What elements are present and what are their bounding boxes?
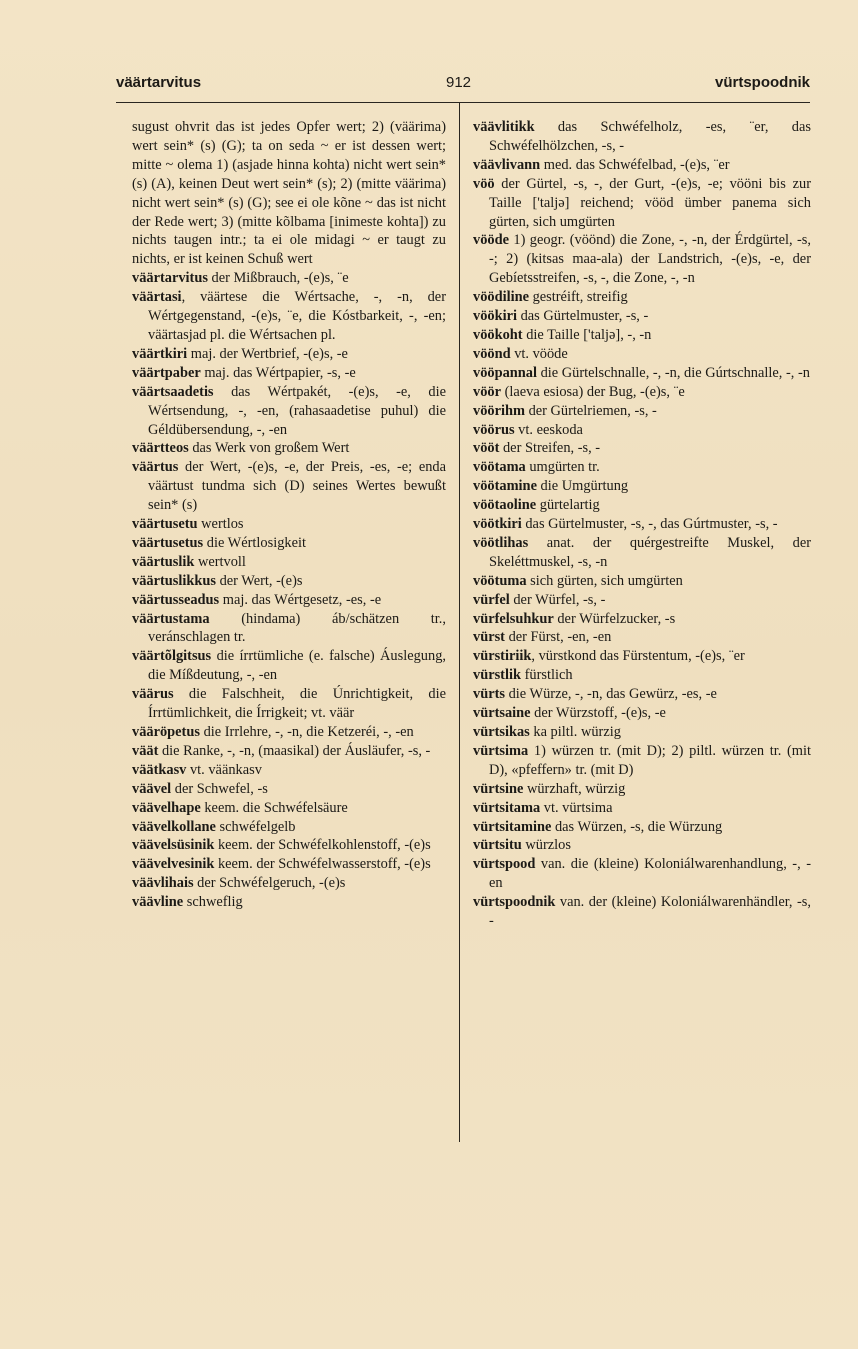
header-first-entry: väärtarvitus xyxy=(116,74,202,91)
dictionary-entry: väärtsaadetis das Wértpakét, -(e)s, -e, die Wértsendung, -, -en, (rahasaadetise puhul) die Géldübersendung, -, -en xyxy=(132,383,446,438)
dictionary-entry: vääröpetus die Irrlehre, -, -n, die Ketzeréi, -, -en xyxy=(132,724,414,740)
dictionary-entry: vöökiri das Gürtelmuster, -s, - xyxy=(473,308,649,325)
header-rule xyxy=(116,102,810,103)
dictionary-entry: väärtpaber maj. das Wértpapier, -s, -e xyxy=(132,364,356,381)
dictionary-entry: väärtustama (hindama) áb/schätzen tr., veránschlagen tr. xyxy=(132,610,446,646)
dictionary-entry: väävline schweflig xyxy=(132,894,243,911)
dictionary-entry: vöör (laeva esiosa) der Bug, -(e)s, ¨e xyxy=(473,383,685,400)
dictionary-entry: vürfelsuhkur der Würfelzucker, -s xyxy=(473,610,676,627)
page-number: 912 xyxy=(446,74,472,91)
dictionary-entry: väävlitikk das Schwéfelholz, -es, ¨er, das Schwéfelhölzchen, -s, - xyxy=(473,119,811,154)
dictionary-entry: vöötkiri das Gürtelmuster, -s, -, das Gúrtmuster, -s, - xyxy=(473,516,778,533)
dictionary-entry: vürfel der Würfel, -s, - xyxy=(473,591,606,608)
dictionary-entry: vöökoht die Taille ['taljə], -, -n xyxy=(473,326,652,343)
dictionary-entry: vöö der Gürtel, -s, -, der Gurt, -(e)s, -e; vööni bis zur Taille ['taljə] reichend; vööd ümber panema sich gürten, sich umgürten xyxy=(473,175,811,230)
right-column xyxy=(473,118,811,931)
dictionary-entry: vürtspoodnik van. der (kleine) Koloniálwarenhändler, -s, - xyxy=(473,894,811,930)
dictionary-entry: vürtsaine der Würzstoff, -(e)s, -e xyxy=(473,705,666,722)
dictionary-entry: vürtsitu würzlos xyxy=(473,837,571,854)
dictionary-entry: vürtsine würzhaft, würzig xyxy=(473,780,626,797)
dictionary-entry: väävlihais der Schwéfelgeruch, -(e)s xyxy=(132,875,346,892)
column-separator xyxy=(459,102,460,1142)
dictionary-entry: vürstiriik, vürstkond das Fürstentum, -(e)s, ¨er xyxy=(473,648,745,665)
dictionary-entry: vürtsitama vt. vürtsima xyxy=(473,799,613,816)
dictionary-entry: väät die Ranke, -, -n, (maasikal) der Áusläufer, -s, - xyxy=(132,742,431,759)
dictionary-entry: vööde 1) geogr. (vöönd) die Zone, -, -n, der Érdgürtel, -s, -; 2) (kitsas maa-ala) der Landstrich, -(e)s, -e, der Gebíetsstreifen, -s, -, die Zone, -, -n xyxy=(473,232,811,287)
dictionary-entry: väävel der Schwefel, -s xyxy=(132,780,268,797)
dictionary-entry: väärtkiri maj. der Wertbrief, -(e)s, -e xyxy=(132,345,348,362)
dictionary-entry: vöötaoline gürtelartig xyxy=(473,497,600,514)
dictionary-entry: väärtõlgitsus die írrtümliche (e. falsche) Áuslegung, die Míßdeutung, -, -en xyxy=(132,648,446,684)
dictionary-entry: vürts die Würze, -, -n, das Gewürz, -es, -e xyxy=(473,686,717,703)
dictionary-entry: vöörihm der Gürtelriemen, -s, - xyxy=(473,402,657,419)
dictionary-entry: väärtusseadus maj. das Wértgesetz, -es, -e xyxy=(132,591,382,608)
dictionary-entry: vöönd vt. vööde xyxy=(473,345,568,362)
dictionary-entry: väävelhape keem. die Schwéfelsäure xyxy=(132,799,348,816)
dictionary-entry: väävelkollane schwéfelgelb xyxy=(132,818,296,835)
dictionary-entry: väärtuslikkus der Wert, -(e)s xyxy=(132,572,303,589)
dictionary-entry: vöörus vt. eeskoda xyxy=(473,421,583,438)
dictionary-entry: vürstlik fürstlich xyxy=(473,667,573,684)
dictionary-entry: väärtarvitus der Mißbrauch, -(e)s, ¨e xyxy=(132,270,349,287)
dictionary-entry: vööpannal die Gürtelschnalle, -, -n, die Gúrtschnalle, -, -n xyxy=(473,364,810,381)
dictionary-entry: väärtteos das Werk von großem Wert xyxy=(132,440,350,457)
dictionary-entry: väävelvesinik keem. der Schwéfelwasserstoff, -(e)s xyxy=(132,856,431,873)
dictionary-entry: vürtsitamine das Würzen, -s, die Würzung xyxy=(473,818,723,835)
dictionary-entry: sugust ohvrit das ist jedes Opfer wert; 2) (väärima) wert sein* (s) (G); ta on seda ~ er ist dessen wert; mitte ~ olema 1) (asjade hinna kohta) nicht wert sein* (s) (A), keinen Deut wert sein* (s); 2) (mitte väärima) nicht wert sein* (s) (G); see ei ole kõne ~ das ist nicht der Rede wert; 3) (mitte kõlbama [inimeste kohta]) zu nichts taugen intr.; ta ei ole midagi ~ er taugt zu nichts, er ist keinen Schuß wert xyxy=(132,119,446,268)
dictionary-entry: vürtsikas ka piltl. würzig xyxy=(473,724,621,740)
dictionary-entry: väätkasv vt. väänkasv xyxy=(132,761,262,778)
dictionary-entry: vürst der Fürst, -en, -en xyxy=(473,629,612,646)
dictionary-entry: vöödiline gestréift, streifig xyxy=(473,289,628,306)
dictionary-entry: väärtusetus die Wértlosigkeit xyxy=(132,534,306,551)
dictionary-entry: väärtus der Wert, -(e)s, -e, der Preis, -es, -e; enda väärtust tundma sich (D) seines Wertes bewußt sein* (s) xyxy=(132,459,446,514)
dictionary-entry: väärtasi, väärtese die Wértsache, -, -n, der Wértgegenstand, -(e)s, ¨e, die Kóstbarkeit, -, -en; väärtasjad pl. die Wértsachen pl. xyxy=(132,289,446,343)
dictionary-entry: väärus die Falschheit, die Únrichtigkeit, die Írrtümlichkeit, die Írrigkeit; vt. väär xyxy=(132,686,446,722)
dictionary-entry: väävelsüsinik keem. der Schwéfelkohlenstoff, -(e)s xyxy=(132,837,431,854)
left-column xyxy=(132,118,446,912)
dictionary-entry: väärtusetu wertlos xyxy=(132,516,244,533)
dictionary-entry: vööt der Streifen, -s, - xyxy=(473,440,601,457)
dictionary-entry: väärtuslik wertvoll xyxy=(132,553,246,570)
header-last-entry: vürtspoodnik xyxy=(714,74,810,91)
dictionary-entry: vöötama umgürten tr. xyxy=(473,459,600,476)
page-header xyxy=(116,74,810,98)
dictionary-entry: väävlivann med. das Schwéfelbad, -(e)s, ¨er xyxy=(473,156,730,173)
dictionary-entry: vürtsima 1) würzen tr. (mit D); 2) piltl. würzen tr. (mit D), «pfeffern» tr. (mit D) xyxy=(473,742,811,778)
dictionary-entry: vöötlihas anat. der quérgestreifte Muskel, der Skeléttmuskel, -s, -n xyxy=(473,534,811,570)
dictionary-entry: vürtspood van. die (kleine) Koloniálwarenhandlung, -, -en xyxy=(473,856,811,892)
dictionary-entry: vöötuma sich gürten, sich umgürten xyxy=(473,572,683,589)
dictionary-entry: vöötamine die Umgürtung xyxy=(473,478,629,495)
